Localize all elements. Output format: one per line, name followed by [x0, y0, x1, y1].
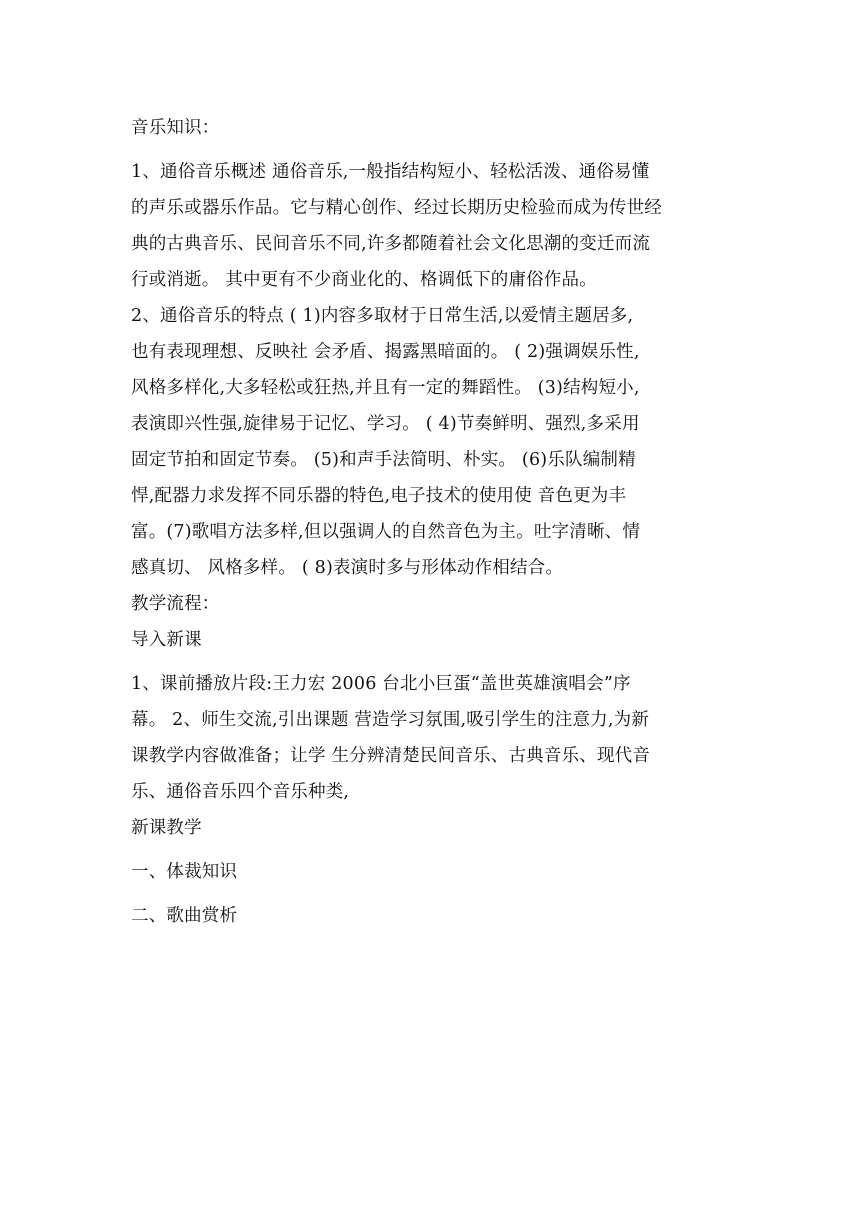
section-heading-genre-knowledge: 一、体裁知识 — [131, 862, 238, 882]
paragraph-line: 也有表现理想、反映社 会矛盾、揭露黑暗面的。 ( 2)强调娱乐性, — [131, 342, 640, 362]
paragraph-line: 风格多样化,大多轻松或狂热,并且有一定的舞蹈性。 (3)结构短小, — [131, 378, 640, 398]
section-heading-new-lesson: 新课教学 — [131, 818, 202, 838]
paragraph-line: 的声乐或器乐作品。它与精心创作、经过长期历史检验而成为传世经 — [131, 198, 662, 218]
paragraph-line: 1、课前播放片段:王力宏 2006 台北小巨蛋“盖世英雄演唱会”序 — [131, 674, 631, 694]
paragraph-line: 课教学内容做准备；让学 生分辨清楚民间音乐、古典音乐、现代音 — [131, 746, 651, 766]
paragraph-line: 乐、通俗音乐四个音乐种类, — [131, 782, 350, 802]
paragraph-line: 行或消逝。 其中更有不少商业化的、格调低下的庸俗作品。 — [131, 270, 597, 290]
paragraph-line: 幕。 2、师生交流,引出课题 营造学习氛围,吸引学生的注意力,为新 — [131, 710, 650, 730]
paragraph-line: 2、通俗音乐的特点 ( 1)内容多取材于日常生活,以爱情主题居多, — [131, 306, 634, 326]
paragraph-line: 典的古典音乐、民间音乐不同,许多都随着社会文化思潮的变迁而流 — [131, 234, 651, 254]
paragraph-line: 感真切、 风格多样。 ( 8)表演时多与形体动作相结合。 — [131, 558, 564, 578]
paragraph-line: 固定节拍和固定节奏。 (5)和声手法简明、朴实。 (6)乐队编制精 — [131, 450, 636, 470]
paragraph-line: 1、通俗音乐概述 通俗音乐,一般指结构短小、轻松活泼、通俗易懂 — [131, 162, 650, 182]
section-heading-introduction: 导入新课 — [131, 630, 202, 650]
paragraph-line: 悍,配器力求发挥不同乐器的特色,电子技术的使用使 音色更为丰 — [131, 486, 627, 506]
section-heading-music-knowledge: 音乐知识： — [131, 118, 220, 138]
paragraph-line: 富。(7)歌唱方法多样,但以强调人的自然音色为主。吐字清晰、情 — [131, 522, 641, 542]
paragraph-line: 表演即兴性强,旋律易于记忆、学习。 ( 4)节奏鲜明、强烈,多采用 — [131, 414, 640, 434]
document-body — [131, 113, 731, 931]
section-heading-teaching-process: 教学流程： — [131, 594, 220, 614]
section-heading-song-appreciation: 二、歌曲赏析 — [131, 906, 238, 926]
